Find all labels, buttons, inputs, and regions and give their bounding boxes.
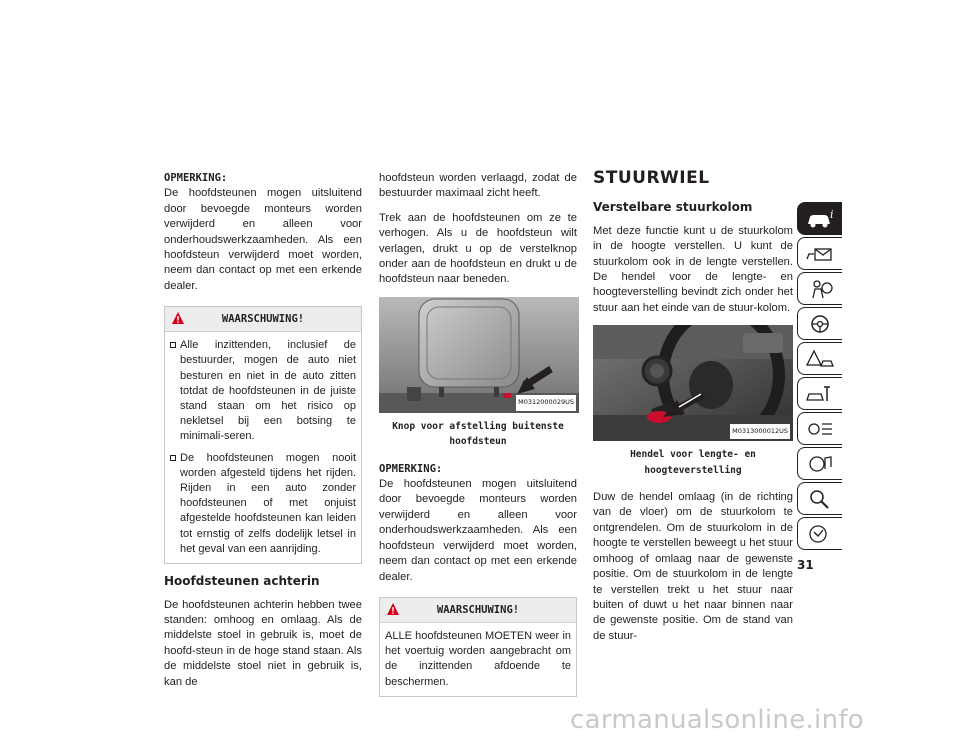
envelope-car-icon <box>805 243 835 265</box>
figure-steering-lever <box>593 325 793 441</box>
warning-car-icon <box>805 348 835 370</box>
steering-wheel-icon <box>805 313 835 335</box>
warning-title: WAARSCHUWING! <box>221 313 305 326</box>
paragraph: De hoofdsteunen achterin hebben twee standen: omhoog en omlaag. Als de middelste stoel in gebruik is, moet de hoofd-steun in de hoge stand staan. Als de middelste stoel niet in gebruik is, kan de <box>164 598 362 688</box>
section-title: STUURWIEL <box>593 168 710 188</box>
warning-bullet <box>170 451 356 557</box>
warning-triangle-icon <box>171 311 185 325</box>
chapter-tab-multimedia[interactable] <box>797 447 842 480</box>
chapter-tab-driving[interactable] <box>797 307 842 340</box>
figure-caption: Hendel voor lengte- en hoogteverstelling <box>630 449 756 476</box>
chapter-tab-customer-assistance[interactable] <box>797 517 842 550</box>
note-text: De hoofdsteunen mogen uitsluitend door bevoegde monteurs worden verwijderd en alleen voor onderhoudswerkzaamheden. Als een hoofdsteun verwijderd moet worden, neem dan contact op met een erkende dealer. <box>379 478 577 583</box>
airbag-seat-icon <box>805 278 835 300</box>
watermark: carmanualsonline.info <box>570 705 865 735</box>
figure-code: M0313000012US <box>730 424 790 439</box>
figure-headrest-button <box>379 297 579 413</box>
car-info-icon <box>805 208 835 230</box>
warning-header <box>165 307 361 332</box>
column-middle <box>379 171 577 707</box>
warning-triangle-icon <box>386 602 400 616</box>
note-block <box>379 462 577 585</box>
page-number: 31 <box>797 558 814 572</box>
warning-header <box>380 598 576 623</box>
warning-bullet-text: De hoofdsteunen mogen nooit worden afgesteld tijdens het rijden. Rijden in een auto zonder hoofdsteunen of met onjuist afgestelde hoofdsteunen kan leiden tot ernstig of zelfs dodelijk letsel in het geval van een aanrijding. <box>180 451 356 555</box>
warning-bullet-text: Alle inzittenden, inclusief de bestuurder, mogen de auto niet besturen en niet in de auto zitten totdat de hoofdsteunen in de juiste stand staan om het risico op nekletsel bij een botsing te minimali-seren. <box>180 339 356 443</box>
subheading-rear-headrests: Hoofdsteunen achterin <box>164 574 320 589</box>
paragraph: Duw de hendel omlaag (in de richting van de vloer) om de stuurkolom te ontgrendelen. Om de stuurkolom in de hoogte te verstellen beweegt u het stuur omhoog of omlaag naar de gewenste positie. Om de stuurkolom in de lengte te verstellen trekt u het stuur naar buiten of duwt u het naar binnen naar de gewenste positie. Om de stand van de stuur- <box>593 491 793 642</box>
gear-list-icon <box>805 418 835 440</box>
column-right <box>593 168 793 653</box>
subheading-adjustable-column: Verstelbare stuurkolom <box>593 200 753 215</box>
paragraph: Met deze functie kunt u de stuurkolom in de hoogte verstellen. U kunt de stuurkolom ook in de lengte verstellen. De hendel voor de lengte- en hoogteverstelling bevindt zich onder het stuur aan het einde van de stuur-kolom. <box>593 224 793 314</box>
warning-title: WAARSCHUWING! <box>436 603 520 616</box>
note-label: OPMERKING: <box>379 462 443 475</box>
car-wrench-icon <box>805 383 835 405</box>
chapter-tab-vehicle-info[interactable] <box>797 202 842 235</box>
chapter-sidebar <box>797 202 842 552</box>
chapter-tab-safety[interactable] <box>797 272 842 305</box>
chapter-tab-service[interactable] <box>797 377 842 410</box>
column-left <box>164 171 362 699</box>
paragraph: hoofdsteun worden verlaagd, zodat de bestuurder maximaal zicht heeft. <box>379 172 577 200</box>
warning-body <box>165 332 361 563</box>
square-bullet-icon <box>170 455 176 461</box>
chapter-tab-dashboard[interactable] <box>797 237 842 270</box>
warning-bullet <box>170 338 356 444</box>
music-note-icon <box>805 453 835 475</box>
chapter-tab-emergency[interactable] <box>797 342 842 375</box>
svg-text:i: i <box>830 207 834 221</box>
note-label: OPMERKING: <box>164 172 228 184</box>
note-text: De hoofdsteunen mogen uitsluitend door bevoegde monteurs worden verwijderd en alleen voor onderhoudswerkzaamheden. Als een hoofdsteun verwijderd moet worden, neem dan contact op met een erkende dealer. <box>164 187 362 292</box>
paragraph: Trek aan de hoofdsteunen om ze te verhogen. Als u de hoofdsteun wilt verlagen, drukt u op de verstelknop onder aan de hoofdsteun en drukt u de hoofdsteun naar beneden. <box>379 211 577 286</box>
figure-code: M0312000029US <box>516 395 576 410</box>
customer-help-icon <box>805 523 835 545</box>
chapter-tab-specifications[interactable] <box>797 412 842 445</box>
magnifier-icon <box>805 488 835 510</box>
warning-box <box>379 597 577 697</box>
square-bullet-icon <box>170 342 176 348</box>
warning-box <box>164 306 362 564</box>
figure-caption: Knop voor afstelling buitenste hoofdsteun <box>392 420 564 448</box>
note-block <box>164 171 362 294</box>
chapter-tab-index[interactable] <box>797 482 842 515</box>
warning-body: ALLE hoofdsteunen MOETEN weer in het voertuig worden aangebracht om de inzittenden afdoende te beschermen. <box>385 629 571 688</box>
